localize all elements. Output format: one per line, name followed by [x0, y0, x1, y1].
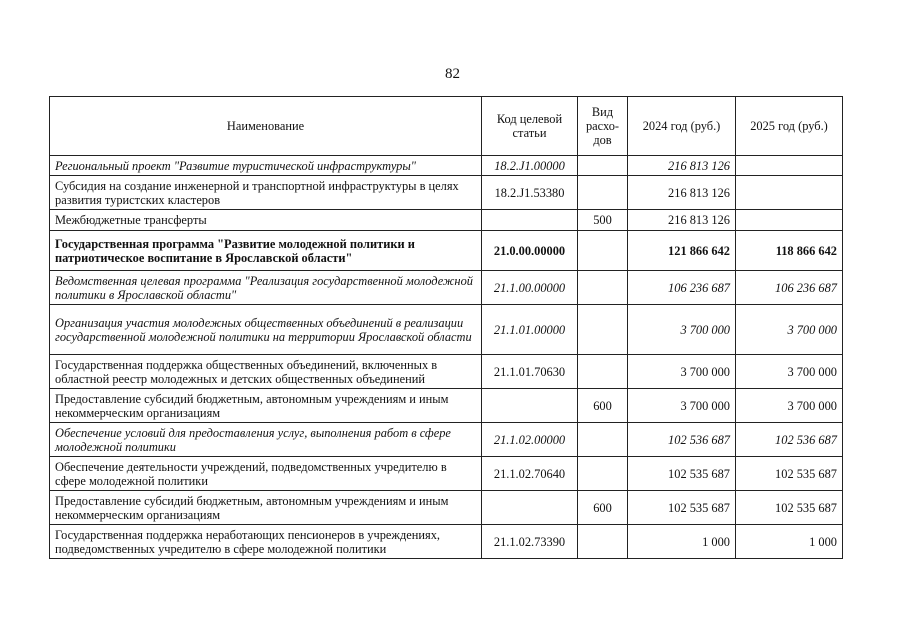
cell-code: 21.1.01.00000 — [482, 305, 578, 355]
cell-amount-2024: 102 535 687 — [628, 491, 736, 525]
cell-code: 21.1.02.00000 — [482, 423, 578, 457]
cell-code — [482, 491, 578, 525]
header-year-2025: 2025 год (руб.) — [736, 97, 843, 156]
cell-amount-2025: 102 535 687 — [736, 457, 843, 491]
cell-amount-2024: 121 866 642 — [628, 231, 736, 271]
cell-amount-2024: 216 813 126 — [628, 210, 736, 231]
table-row — [50, 231, 843, 271]
page-number: 82 — [445, 66, 460, 82]
cell-code: 18.2.J1.53380 — [482, 176, 578, 210]
cell-amount-2024: 3 700 000 — [628, 305, 736, 355]
cell-amount-2024: 1 000 — [628, 525, 736, 559]
cell-amount-2024: 3 700 000 — [628, 389, 736, 423]
cell-code: 21.1.01.70630 — [482, 355, 578, 389]
cell-expense-type — [578, 231, 628, 271]
cell-amount-2024: 216 813 126 — [628, 156, 736, 176]
cell-expense-type — [578, 305, 628, 355]
cell-name: Государственная программа "Развитие молодежной политики и патриотическое воспитание в Ярославской области" — [50, 231, 482, 271]
cell-expense-type — [578, 355, 628, 389]
cell-name: Обеспечение условий для предоставления услуг, выполнения работ в сфере молодежной политики — [50, 423, 482, 457]
cell-amount-2025: 106 236 687 — [736, 271, 843, 305]
cell-amount-2024: 102 535 687 — [628, 457, 736, 491]
cell-amount-2025: 118 866 642 — [736, 231, 843, 271]
cell-name: Обеспечение деятельности учреждений, подведомственных учредителю в сфере молодежной политики — [50, 457, 482, 491]
cell-name: Предоставление субсидий бюджетным, автономным учреждениям и иным некоммерческим организациям — [50, 389, 482, 423]
cell-name: Субсидия на создание инженерной и транспортной инфраструктуры в целях развития туристских кластеров — [50, 176, 482, 210]
cell-code: 18.2.J1.00000 — [482, 156, 578, 176]
cell-expense-type: 600 — [578, 389, 628, 423]
cell-amount-2024: 102 536 687 — [628, 423, 736, 457]
cell-amount-2024: 3 700 000 — [628, 355, 736, 389]
cell-code — [482, 389, 578, 423]
header-code: Код целевой статьи — [482, 97, 578, 156]
cell-name: Государственная поддержка неработающих пенсионеров в учреждениях, подведомственных учредителю в сфере молодежной политики — [50, 525, 482, 559]
cell-expense-type — [578, 271, 628, 305]
cell-expense-type — [578, 423, 628, 457]
table-row — [50, 271, 843, 305]
cell-code: 21.0.00.00000 — [482, 231, 578, 271]
header-type: Вид расхо-дов — [578, 97, 628, 156]
cell-amount-2025 — [736, 156, 843, 176]
cell-name: Государственная поддержка общественных объединений, включенных в областной реестр молодежных и детских общественных объединений — [50, 355, 482, 389]
cell-code: 21.1.02.70640 — [482, 457, 578, 491]
table-row — [50, 491, 843, 525]
table-body — [50, 156, 843, 559]
cell-code: 21.1.02.73390 — [482, 525, 578, 559]
cell-code — [482, 210, 578, 231]
table-row — [50, 457, 843, 491]
cell-amount-2025: 3 700 000 — [736, 355, 843, 389]
cell-amount-2025 — [736, 176, 843, 210]
cell-amount-2025: 102 535 687 — [736, 491, 843, 525]
table-row — [50, 210, 843, 231]
cell-expense-type: 500 — [578, 210, 628, 231]
cell-expense-type — [578, 176, 628, 210]
cell-amount-2024: 216 813 126 — [628, 176, 736, 210]
header-year-2024: 2024 год (руб.) — [628, 97, 736, 156]
cell-code: 21.1.00.00000 — [482, 271, 578, 305]
table-row — [50, 156, 843, 176]
cell-name: Организация участия молодежных общественных объединений в реализации государственной молодежной политики на территории Ярославской области — [50, 305, 482, 355]
cell-name: Предоставление субсидий бюджетным, автономным учреждениям и иным некоммерческим организациям — [50, 491, 482, 525]
cell-amount-2025: 3 700 000 — [736, 389, 843, 423]
cell-expense-type — [578, 525, 628, 559]
header-name: Наименование — [50, 97, 482, 156]
cell-expense-type — [578, 156, 628, 176]
table-row — [50, 389, 843, 423]
cell-expense-type: 600 — [578, 491, 628, 525]
table-row — [50, 355, 843, 389]
cell-amount-2025: 1 000 — [736, 525, 843, 559]
table-row — [50, 305, 843, 355]
cell-name: Ведомственная целевая программа "Реализация государственной молодежной политики в Ярославской области" — [50, 271, 482, 305]
table-row — [50, 423, 843, 457]
cell-expense-type — [578, 457, 628, 491]
cell-name: Межбюджетные трансферты — [50, 210, 482, 231]
cell-name: Региональный проект "Развитие туристической инфраструктуры" — [50, 156, 482, 176]
cell-amount-2025 — [736, 210, 843, 231]
table-row — [50, 525, 843, 559]
cell-amount-2025: 3 700 000 — [736, 305, 843, 355]
budget-table — [49, 96, 843, 559]
table-row — [50, 176, 843, 210]
cell-amount-2024: 106 236 687 — [628, 271, 736, 305]
table-header-row — [50, 97, 843, 156]
cell-amount-2025: 102 536 687 — [736, 423, 843, 457]
